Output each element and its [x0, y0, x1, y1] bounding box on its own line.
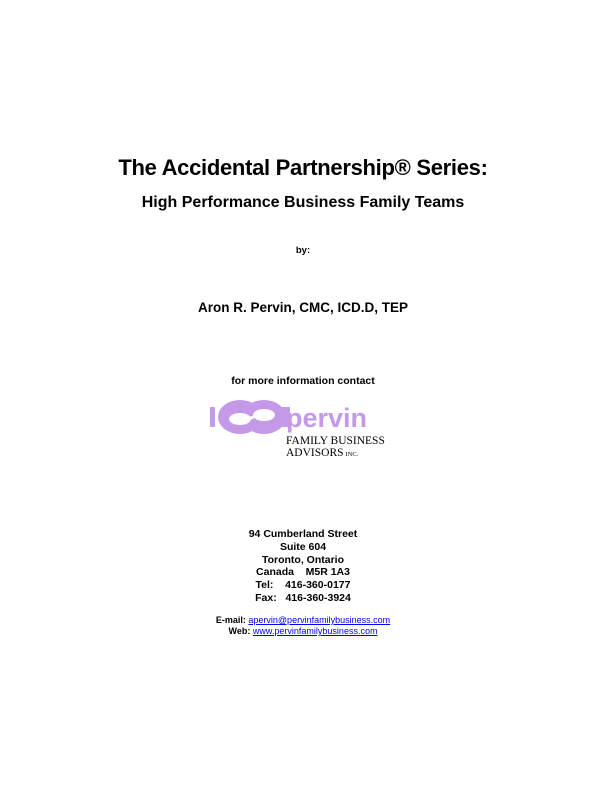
pervin-logo-graphic	[208, 390, 388, 465]
web-row	[0, 626, 606, 637]
address-tel: Tel: 416-360-0177	[255, 579, 351, 592]
email-link[interactable]: apervin@pervinfamilybusiness.com	[248, 615, 391, 625]
contact-links	[0, 615, 606, 637]
email-row	[0, 615, 606, 626]
address-fax: Fax: 416-360-3924	[255, 591, 351, 604]
logo-line2-text: ADVISORS INC.	[286, 447, 359, 459]
email-label: E-mail:	[215, 615, 246, 625]
document-title: The Accidental Partnership® Series:	[118, 155, 488, 180]
address-block	[0, 528, 606, 605]
address-suite: Suite 604	[279, 540, 327, 553]
address-street: 94 Cumberland Street	[248, 528, 358, 540]
address-city: Toronto, Ontario	[261, 553, 345, 566]
document-subtitle: High Performance Business Family Teams	[141, 194, 465, 211]
contact-label: for more information contact	[231, 375, 375, 387]
by-label: by:	[295, 245, 311, 256]
pervin-logo	[208, 390, 388, 465]
address-country-postal: Canada M5R 1A3	[256, 566, 350, 579]
logo-brand-text: pervin	[286, 403, 368, 433]
logo-line1-text: FAMILY BUSINESS	[286, 435, 385, 447]
web-label: Web:	[228, 626, 251, 636]
author-name: Aron R. Pervin, CMC, ICD.D, TEP	[197, 300, 409, 315]
web-link[interactable]: www.pervinfamilybusiness.com	[252, 626, 378, 636]
